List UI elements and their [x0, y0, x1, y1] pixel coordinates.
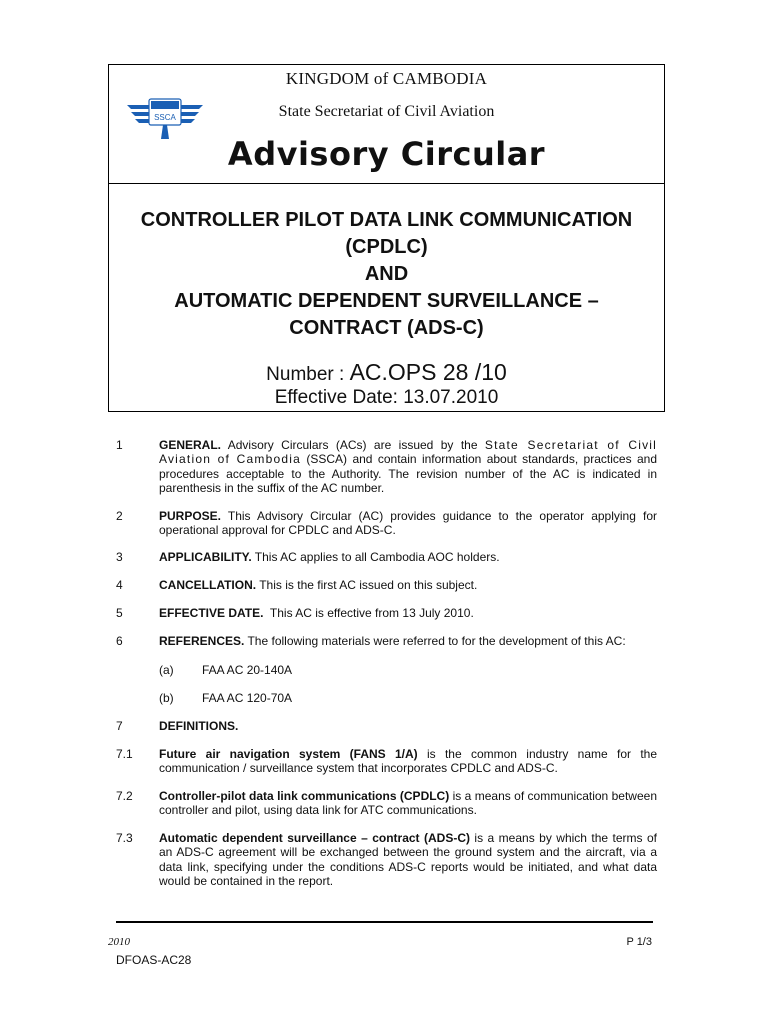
- definition-number: 7.1: [116, 747, 133, 761]
- section-body: This AC applies to all Cambodia AOC holders.: [251, 550, 500, 564]
- section-heading: EFFECTIVE DATE.: [159, 606, 264, 620]
- section-text: [159, 719, 657, 733]
- section-heading: CANCELLATION.: [159, 578, 257, 592]
- section-number: 1: [116, 438, 123, 452]
- subject-line: CONTRACT (ADS-C): [289, 317, 484, 339]
- section-body: (SSCA) and contain information about standards, practices and procedures acceptable to the Authority. The revision number of the AC is indicated in parenthesis in the suffix of the AC number.: [159, 452, 657, 496]
- section-body: This AC is effective from 13 July 2010.: [263, 606, 474, 620]
- definition-term: Future air navigation system (FANS 1/A): [159, 747, 418, 761]
- ac-number: [109, 359, 664, 386]
- section-body: Advisory Circulars (ACs) are issued by the: [221, 438, 485, 452]
- footer-rule: [116, 921, 653, 923]
- definition-term: Controller-pilot data link communications (CPDLC): [159, 789, 450, 803]
- subject-title: [109, 207, 664, 342]
- page-number: P 1/3: [626, 936, 652, 948]
- section-number: 3: [116, 550, 123, 564]
- section-number: 6: [116, 634, 123, 648]
- definition-body: is the common industry name for the communication / surveillance system that incorporates CPDLC and ADS-C.: [159, 747, 657, 776]
- kingdom-heading: KINGDOM of CAMBODIA: [285, 69, 488, 88]
- definition-term: Automatic dependent surveillance – contract (ADS-C): [159, 831, 470, 845]
- definition-number: 7.2: [116, 789, 133, 803]
- section-number: 4: [116, 578, 123, 592]
- section-text: [159, 606, 657, 620]
- definition-body: is a means by which the terms of an ADS-C agreement will be exchanged between the ground system and the aircraft, via a data link, specifying under the conditions ADS-C reports would be initiated, and what data would be contained in the report.: [159, 831, 657, 889]
- number-label: Number :: [266, 364, 350, 385]
- section-text: [159, 509, 657, 538]
- section-heading: REFERENCES.: [159, 634, 245, 648]
- definition-text: [159, 747, 657, 776]
- section-heading: GENERAL.: [159, 438, 222, 452]
- section-heading: PURPOSE.: [159, 509, 222, 523]
- section-text: [159, 550, 657, 564]
- section-text: [159, 578, 657, 592]
- header-divider: [109, 183, 664, 184]
- section-body: The following materials were referred to for the development of this AC:: [244, 634, 626, 648]
- subject-line: CONTROLLER PILOT DATA LINK COMMUNICATION: [140, 209, 633, 231]
- definition-number: 7.3: [116, 831, 133, 845]
- document-type-title: Advisory Circular: [227, 135, 546, 173]
- subject-line: AND: [364, 263, 409, 285]
- subject-line: (CPDLC): [345, 236, 428, 258]
- header-box: [108, 64, 665, 412]
- section-text: [159, 438, 657, 496]
- reference-label: (a): [159, 663, 174, 677]
- subject-line: AUTOMATIC DEPENDENT SURVEILLANCE –: [174, 290, 599, 312]
- section-heading: DEFINITIONS.: [159, 719, 239, 733]
- reference-text: FAA AC 20-140A: [202, 663, 293, 677]
- section-body: This is the first AC issued on this subject.: [256, 578, 478, 592]
- definition-text: [159, 831, 657, 889]
- footer-year: 2010: [108, 936, 130, 948]
- section-number: 5: [116, 606, 123, 620]
- number-value: AC.OPS 28 /10: [349, 359, 507, 385]
- authority-name-inline: State Secretariat of Civil Aviation of Cambodia: [159, 438, 657, 467]
- definition-body: is a means of communication between controller and pilot, using data link for ATC communications.: [159, 789, 657, 818]
- reference-text: FAA AC 120-70A: [202, 691, 293, 705]
- definition-text: [159, 789, 657, 818]
- authority-name: State Secretariat of Civil Aviation: [278, 103, 495, 120]
- effective-date: Effective Date: 13.07.2010: [274, 387, 499, 408]
- section-body: This Advisory Circular (AC) provides guidance to the operator applying for operational approval for CPDLC and ADS-C.: [159, 509, 657, 538]
- logo-text: SSCA: [154, 113, 176, 122]
- document-code: DFOAS-AC28: [116, 953, 192, 967]
- section-heading: APPLICABILITY.: [159, 550, 252, 564]
- reference-label: (b): [159, 691, 174, 705]
- section-text: [159, 634, 657, 648]
- section-number: 7: [116, 719, 123, 733]
- section-number: 2: [116, 509, 123, 523]
